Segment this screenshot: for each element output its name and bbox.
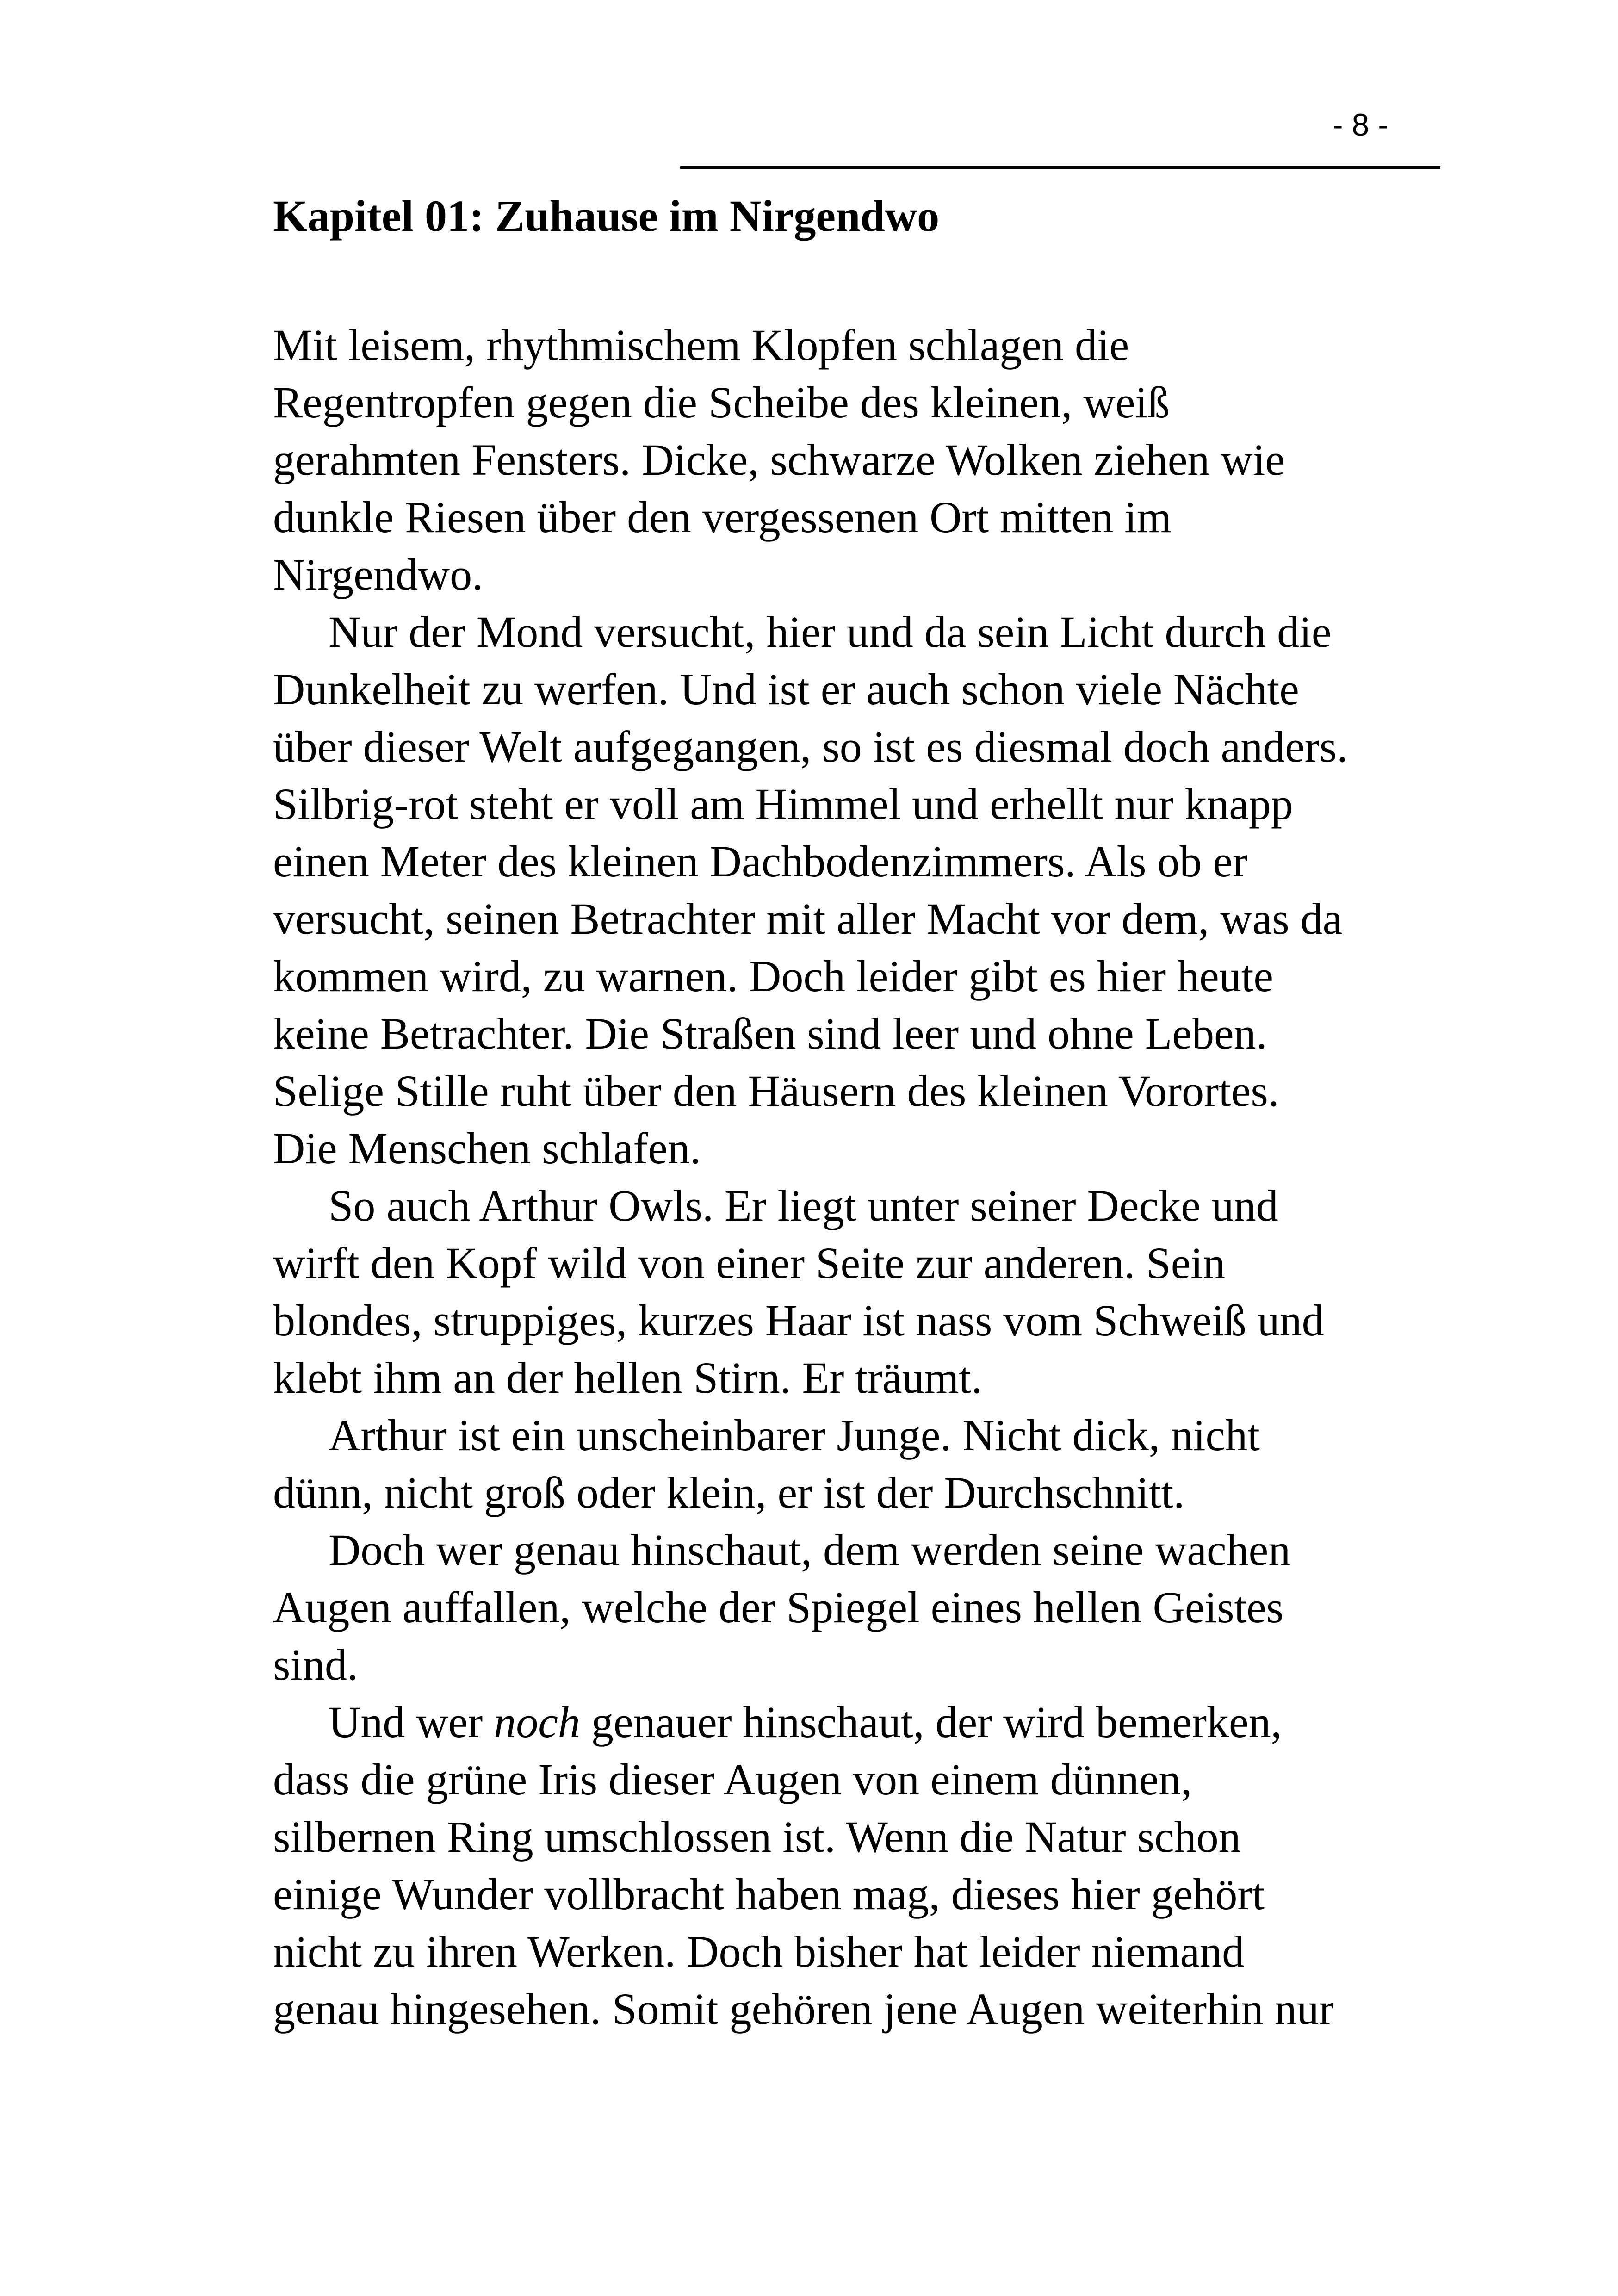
text-line: silbernen Ring umschlossen ist. Wenn die Natur schon (273, 1812, 1241, 1862)
text-line: dünn, nicht groß oder klein, er ist der Durchschnitt. (273, 1468, 1185, 1517)
text-line: Selige Stille ruht über den Häusern des kleinen Vorortes. (273, 1066, 1279, 1116)
text-line: dass die grüne Iris dieser Augen von einem dünnen, (273, 1755, 1192, 1804)
text-line: Augen auffallen, welche der Spiegel eines hellen Geistes (273, 1582, 1284, 1632)
paragraph-first-line: Arthur ist ein unscheinbarer Junge. Nicht dick, nicht (329, 1410, 1260, 1460)
text-line: Nirgendwo. (273, 550, 484, 599)
page-number: - 8 - (1333, 107, 1389, 143)
text-line: Regentropfen gegen die Scheibe des kleinen, weiß (273, 378, 1170, 427)
text-line: gerahmten Fensters. Dicke, schwarze Wolken ziehen wie (273, 435, 1285, 484)
paragraph-first-line: Nur der Mond versucht, hier und da sein Licht durch die (329, 607, 1332, 657)
text-line: über dieser Welt aufgegangen, so ist es diesmal doch anders. (273, 722, 1348, 771)
header-rule (680, 166, 1440, 169)
paragraph-first-line: So auch Arthur Owls. Er liegt unter seiner Decke und (329, 1181, 1278, 1230)
text-segment: genauer hinschaut, der wird bemerken, (580, 1697, 1282, 1747)
text-line: nicht zu ihren Werken. Doch bisher hat leider niemand (273, 1927, 1245, 1976)
text-line: einen Meter des kleinen Dachbodenzimmers. Als ob er (273, 837, 1247, 886)
emphasized-word: noch (494, 1697, 580, 1747)
paragraph-first-line: Doch wer genau hinschaut, dem werden seine wachen (329, 1525, 1291, 1575)
chapter-body (273, 316, 1402, 2038)
text-line: keine Betrachter. Die Straßen sind leer und ohne Leben. (273, 1009, 1267, 1058)
text-line: Silbrig-rot steht er voll am Himmel und erhellt nur knapp (273, 779, 1293, 829)
text-line: genau hingesehen. Somit gehören jene Augen weiterhin nur (273, 1984, 1334, 2034)
text-line: wirft den Kopf wild von einer Seite zur anderen. Sein (273, 1238, 1226, 1288)
text-line: versucht, seinen Betrachter mit aller Macht vor dem, was da (273, 894, 1343, 943)
text-line: kommen wird, zu warnen. Doch leider gibt es hier heute (273, 951, 1273, 1001)
text-line: Dunkelheit zu werfen. Und ist er auch schon viele Nächte (273, 664, 1299, 714)
chapter-title: Kapitel 01: Zuhause im Nirgendwo (273, 191, 940, 241)
text-line: Die Menschen schlafen. (273, 1123, 701, 1173)
text-segment: Und wer (329, 1697, 494, 1747)
text-line: Mit leisem, rhythmischem Klopfen schlagen die (273, 320, 1129, 370)
text-line: einige Wunder vollbracht haben mag, dieses hier gehört (273, 1869, 1265, 1919)
text-line: sind. (273, 1640, 359, 1689)
text-line: klebt ihm an der hellen Stirn. Er träumt. (273, 1353, 982, 1402)
paragraph-first-line (273, 1694, 1402, 1751)
text-line: blondes, struppiges, kurzes Haar ist nass vom Schweiß und (273, 1296, 1324, 1345)
text-line: dunkle Riesen über den vergessenen Ort mitten im (273, 492, 1172, 542)
